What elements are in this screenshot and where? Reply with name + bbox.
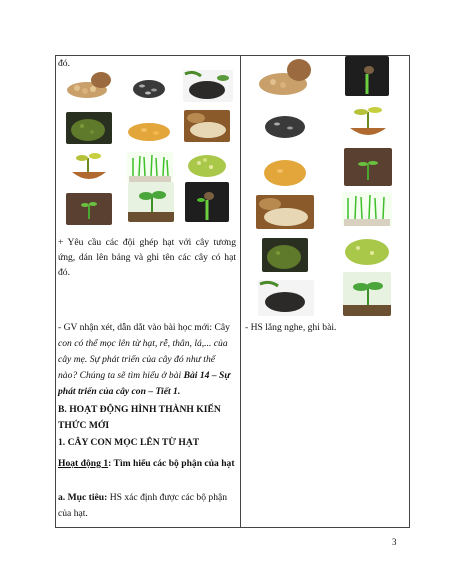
wheatgrass-photo — [342, 192, 392, 226]
intro-line-2: con có thể mọc lên từ hạt, rễ, thân, lá,... của — [58, 338, 228, 349]
goal-text: HS xác định được các bộ phận của hạt. — [58, 492, 228, 519]
student-response: - HS lắng nghe, ghi bài. — [245, 322, 337, 333]
bean-seedling-photo — [128, 182, 174, 222]
sprout-closeup-photo — [185, 182, 229, 222]
black-pepper-photo — [183, 70, 233, 102]
corn-seeds-photo — [262, 155, 308, 189]
rice-grains-photo — [184, 110, 230, 142]
bean-seedling-photo — [343, 272, 391, 316]
intro-line-4: nào? Chúng ta sẽ tìm hiểu ở bài Bài 14 – Sự phát triển của cây con – Tiết 1. — [58, 370, 231, 397]
sprout-closeup-photo — [345, 56, 389, 96]
goal-label: a. Mục tiêu: — [58, 492, 108, 503]
seedling-pot-photo — [344, 102, 392, 142]
sprouts-photo — [342, 232, 392, 268]
section-b-heading: B. HOẠT ĐỘNG HÌNH THÀNH KIẾN THỨC MỚI — [58, 404, 221, 431]
lesson-reference: Bài 14 – Sự phát triển của cây con – Tiết 1. — [58, 370, 231, 397]
peanuts-sack-photo — [255, 56, 315, 98]
corn-seeds-photo — [126, 118, 172, 142]
wheatgrass-photo — [127, 152, 173, 182]
intro-line-3: cây mẹ. Sự phát triển của cây đó như thế — [58, 354, 215, 365]
seedling-pot-photo — [66, 150, 112, 186]
instruction-text: + Yêu cầu các đội ghép hạt với cây tương ứng, dán lên bảng và ghi tên các cây có hạt đó. — [58, 237, 236, 278]
mung-beans-photo — [262, 238, 308, 272]
peanuts-sack-photo — [63, 70, 115, 100]
activity-label: Hoạt động 1 — [58, 458, 109, 469]
soil-seedling-photo — [66, 193, 112, 225]
left-top-fragment: đó. — [58, 58, 70, 69]
activity-title: : Tìm hiểu các bộ phận của hạt — [108, 458, 235, 469]
column-divider — [240, 55, 241, 528]
page-number: 3 — [392, 537, 397, 547]
activity-heading — [58, 456, 236, 472]
sprouts-photo — [185, 149, 229, 179]
rice-grains-photo — [256, 195, 314, 229]
intro-line-1: - GV nhận xét, dẫn dắt vào bài học mới: Cây — [58, 322, 230, 333]
sub-heading: 1. CÂY CON MỌC LÊN TỪ HẠT — [58, 437, 200, 448]
black-pepper-photo — [258, 280, 314, 316]
soil-seedling-photo — [344, 148, 392, 186]
mung-beans-photo — [66, 112, 112, 144]
intro-paragraph — [58, 320, 236, 400]
goal-paragraph — [58, 490, 236, 522]
sunflower-seeds-photo — [262, 110, 308, 142]
sunflower-seeds-photo — [130, 74, 168, 100]
